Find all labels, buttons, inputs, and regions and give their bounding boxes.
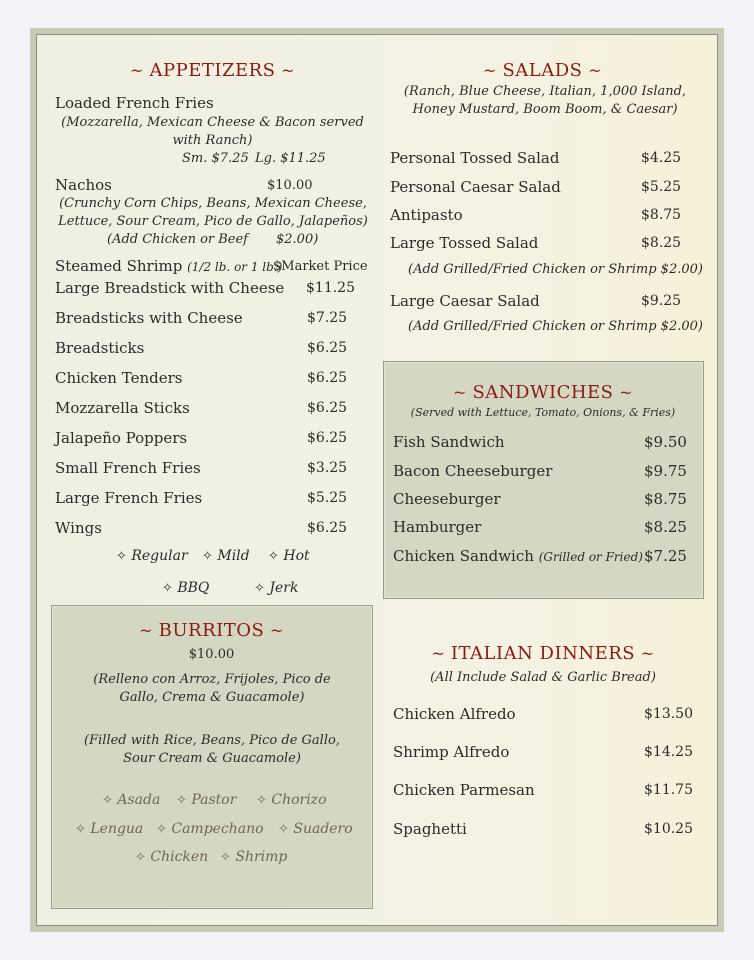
burrito-filling: ✧ Lengua xyxy=(75,821,144,837)
menu-item-price: $8.25 xyxy=(644,518,687,536)
salads-dressings: (Ranch, Blue Cheese, Italian, 1,000 Island, Honey Mustard, Boom Boom, & Caesar) xyxy=(403,84,687,117)
menu-item-name: Breadsticks xyxy=(55,339,145,357)
menu-item-name: Breadsticks with Cheese xyxy=(55,309,243,327)
menu-item-price: $10.25 xyxy=(644,821,693,837)
menu-item-name: Loaded French Fries xyxy=(55,94,214,112)
burritos-description-english: (Filled with Rice, Beans, Pico de Gallo, Sour Cream & Guacamole) xyxy=(84,733,340,766)
menu-item-description: (Crunchy Corn Chips, Beans, Mexican Cheese, Lettuce, Sour Cream, Pico de Gallo, Jalapeños) xyxy=(58,196,368,229)
menu-item-name: Large Tossed Salad xyxy=(390,234,539,252)
wing-flavor: ✧ Regular xyxy=(116,548,188,564)
menu-item-price: $6.25 xyxy=(307,370,348,386)
menu-item-price: $10.00 xyxy=(267,178,313,193)
burrito-filling: ✧ Chorizo xyxy=(256,792,327,808)
burrito-filling: ✧ Suadero xyxy=(278,821,353,837)
menu-item-name: Large Caesar Salad xyxy=(390,292,540,310)
menu-item-name: Steamed Shrimp (1/2 lb. or 1 lb.) xyxy=(55,257,283,275)
menu-item-name: Wings xyxy=(55,519,102,537)
menu-item-price: $6.25 xyxy=(307,340,348,356)
burrito-filling: ✧ Asada xyxy=(102,792,161,808)
sandwiches-note: (Served with Lettuce, Tomato, Onions, & Fries) xyxy=(410,406,676,419)
menu-item-price: $8.25 xyxy=(641,235,682,251)
menu-item-price: $6.25 xyxy=(307,520,348,536)
menu-item-name: Chicken Parmesan xyxy=(393,781,535,799)
menu-item-name: Jalapeño Poppers xyxy=(55,429,188,447)
menu-item-price: $3.25 xyxy=(307,460,348,476)
menu-item-note: (Grilled or Fried) xyxy=(538,550,643,564)
menu-item-name: Antipasto xyxy=(390,206,463,224)
wing-flavor: ✧ BBQ xyxy=(162,580,210,596)
menu-item-name: Shrimp Alfredo xyxy=(393,743,510,761)
sandwiches-heading: ~ SANDWICHES ~ xyxy=(452,382,634,403)
italian-dinners-note: (All Include Salad & Garlic Bread) xyxy=(430,670,656,685)
burrito-filling: ✧ Chicken xyxy=(135,849,209,865)
menu-item-price: $9.50 xyxy=(644,433,687,451)
menu-item-name: Personal Tossed Salad xyxy=(390,149,560,167)
italian-dinners-heading: ~ ITALIAN DINNERS ~ xyxy=(431,643,655,664)
appetizers-heading: ~ APPETIZERS ~ xyxy=(129,60,295,81)
menu-item-addon-price: $2.00) xyxy=(276,232,319,247)
menu-item-price: $9.75 xyxy=(644,462,687,480)
burrito-filling: ✧ Campechano xyxy=(156,821,264,837)
menu-item-name: Small French Fries xyxy=(55,459,201,477)
menu-item-price: $Market Price xyxy=(273,259,368,274)
menu-item-price-large: Lg. $11.25 xyxy=(255,151,326,166)
menu-item-price: $9.25 xyxy=(641,293,682,309)
menu-item-name: Chicken Tenders xyxy=(55,369,183,387)
menu-item-price: $8.75 xyxy=(641,207,682,223)
menu-item-name: Hamburger xyxy=(393,518,482,536)
menu-item-price: $6.25 xyxy=(307,400,348,416)
menu-item-price: $6.25 xyxy=(307,430,348,446)
menu-item-name: Bacon Cheeseburger xyxy=(393,462,553,480)
salad-addon-note: (Add Grilled/Fried Chicken or Shrimp $2.00) xyxy=(408,262,703,277)
menu-item-name: Chicken Sandwich (Grilled or Fried) xyxy=(393,547,643,565)
menu-item-name: Personal Caesar Salad xyxy=(390,178,561,196)
menu-item-price: $5.25 xyxy=(641,179,682,195)
menu-item-price: $14.25 xyxy=(644,744,693,760)
wing-flavor: ✧ Hot xyxy=(268,548,310,564)
burrito-filling: ✧ Pastor xyxy=(176,792,237,808)
menu-item-price: $8.75 xyxy=(644,490,687,508)
menu-item-price: $5.25 xyxy=(307,490,348,506)
menu-item-name: Fish Sandwich xyxy=(393,433,505,451)
menu-item-price: $11.25 xyxy=(306,280,355,296)
menu-item-name: Large French Fries xyxy=(55,489,203,507)
menu-item-price: $13.50 xyxy=(644,706,693,722)
menu-item-price-small: Sm. $7.25 xyxy=(182,151,249,166)
menu-item-price: $11.75 xyxy=(644,782,693,798)
menu-item-price: $7.25 xyxy=(307,310,348,326)
menu-item-name: Spaghetti xyxy=(393,820,467,838)
menu-item-name: Mozzarella Sticks xyxy=(55,399,190,417)
salad-addon-note: (Add Grilled/Fried Chicken or Shrimp $2.00) xyxy=(408,319,703,334)
menu-item-price: $4.25 xyxy=(641,150,682,166)
burrito-filling: ✧ Shrimp xyxy=(220,849,288,865)
menu-item-price: $7.25 xyxy=(644,547,687,565)
menu-item-note: (1/2 lb. or 1 lb.) xyxy=(187,260,283,274)
salads-heading: ~ SALADS ~ xyxy=(482,60,603,81)
wing-flavor: ✧ Mild xyxy=(202,548,250,564)
menu-item-addon: (Add Chicken or Beef xyxy=(107,232,248,247)
menu-item-description: (Mozzarella, Mexican Cheese & Bacon served with Ranch) xyxy=(61,115,364,148)
menu-item-name: Cheeseburger xyxy=(393,490,501,508)
burritos-description-spanish: (Relleno con Arroz, Frijoles, Pico de Gallo, Crema & Guacamole) xyxy=(93,672,331,705)
menu-item-name: Nachos xyxy=(55,176,112,194)
wing-flavor: ✧ Jerk xyxy=(254,580,299,596)
menu-item-name: Large Breadstick with Cheese xyxy=(55,279,285,297)
burritos-price: $10.00 xyxy=(188,647,235,662)
menu-item-name: Chicken Alfredo xyxy=(393,705,516,723)
burritos-heading: ~ BURRITOS ~ xyxy=(139,620,284,641)
